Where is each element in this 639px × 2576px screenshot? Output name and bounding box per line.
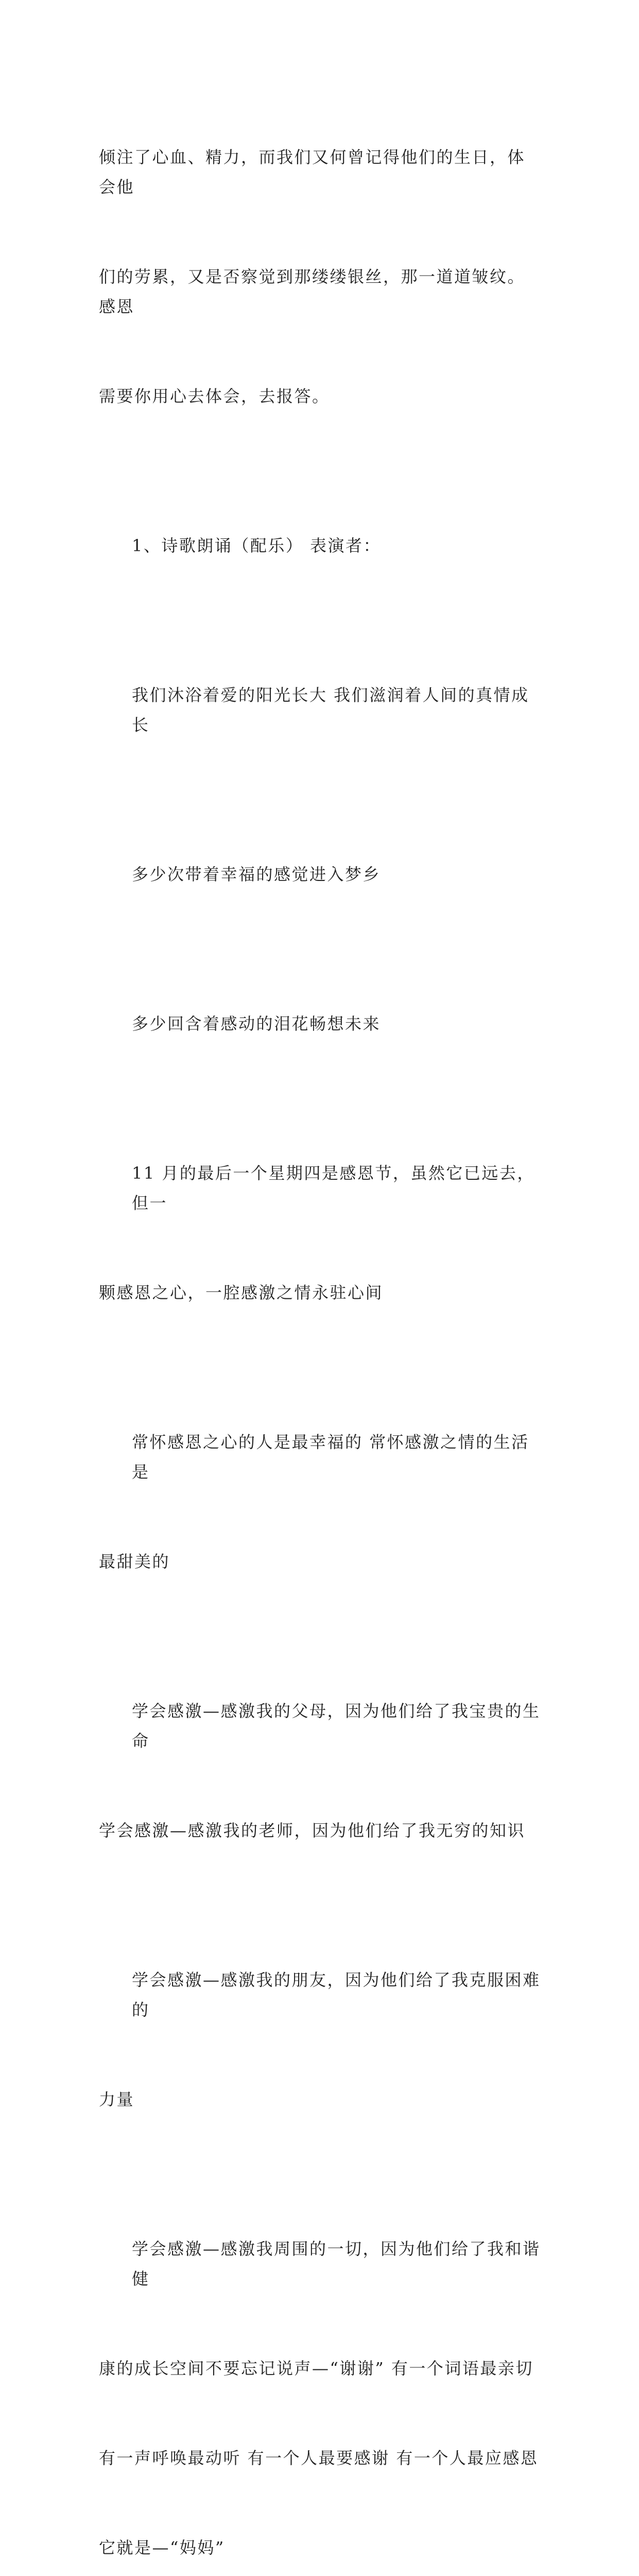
paragraph-10 bbox=[99, 2174, 542, 2576]
paragraph-5 bbox=[99, 949, 542, 1098]
text-line: 它就是—“妈妈” bbox=[99, 2538, 225, 2557]
text-line: 最甜美的 bbox=[99, 1552, 170, 1571]
text-line: 力量 bbox=[99, 2090, 135, 2109]
text-line: 们的劳累，又是否察觉到那缕缕银丝，那一道道皱纹。感恩 bbox=[99, 267, 526, 316]
text-line: 倾注了心血、精力，而我们又何曾记得他们的生日，体会他 bbox=[99, 147, 526, 197]
text-line: 常怀感恩之心的人是最幸福的 常怀感激之情的生活是 bbox=[132, 1432, 529, 1482]
text-line: 11 月的最后一个星期四是感恩节，虽然它已远去，但一 bbox=[132, 1163, 535, 1213]
paragraph-8 bbox=[99, 1636, 542, 1905]
paragraph-9 bbox=[99, 1905, 542, 2174]
text-line: 学会感激—感激我的老师，因为他们给了我无穷的知识 bbox=[99, 1821, 526, 1840]
paragraph-4 bbox=[99, 800, 542, 949]
text-line: 需要你用心去体会，去报答。 bbox=[99, 386, 330, 406]
text-line: 多少回含着感动的泪花畅想未来 bbox=[132, 1014, 381, 1033]
text-line: 1、诗歌朗诵（配乐） 表演者： bbox=[132, 536, 382, 555]
paragraph-2 bbox=[99, 471, 542, 620]
text-line: 康的成长空间不要忘记说声—“谢谢” 有一个词语最亲切 bbox=[99, 2359, 533, 2378]
text-line: 我们沐浴着爱的阳光长大 我们滋润着人间的真情成长 bbox=[132, 685, 529, 735]
text-line: 学会感激—感激我的朋友，因为他们给了我克服困难的 bbox=[132, 1970, 541, 2020]
text-line: 学会感激—感激我的父母，因为他们给了我宝贵的生命 bbox=[132, 1701, 541, 1751]
body-text bbox=[99, 82, 542, 2576]
text-line: 学会感激—感激我周围的一切，因为他们给了我和谐健 bbox=[132, 2239, 541, 2289]
text-line: 颗感恩之心，一腔感激之情永驻心间 bbox=[99, 1283, 384, 1302]
text-line: 有一声呼唤最动听 有一个人最要感谢 有一个人最应感恩 bbox=[99, 2448, 539, 2468]
paragraph-6 bbox=[99, 1098, 542, 1367]
paragraph-7 bbox=[99, 1367, 542, 1636]
text-line: 多少次带着幸福的感觉进入梦乡 bbox=[132, 865, 381, 884]
paragraph-3 bbox=[99, 620, 542, 800]
paragraph-1 bbox=[99, 82, 542, 471]
